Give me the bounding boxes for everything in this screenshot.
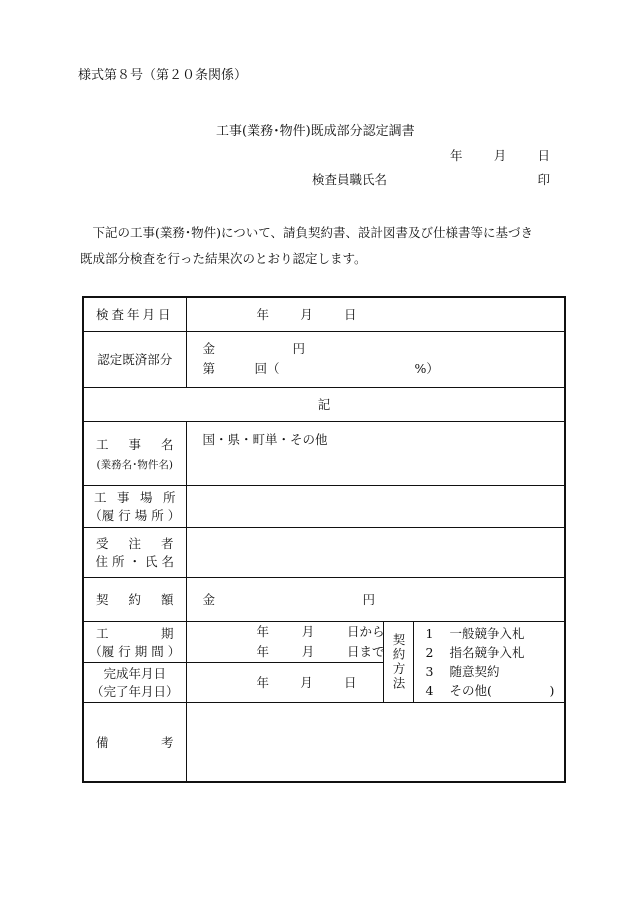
contract-amount-label: 契 約 額 — [83, 577, 186, 621]
construction-place-label: 工 事 場 所 （履 行 場 所 ） — [83, 485, 186, 527]
certification-table — [82, 296, 566, 783]
ki-heading: 記 — [83, 387, 565, 421]
date-month-label: 月 — [493, 148, 507, 163]
row-ki — [83, 387, 565, 421]
inspector-line — [312, 170, 550, 188]
certified-portion-label: 認定既済部分 — [83, 331, 186, 387]
certified-portion-value[interactable]: 金 円 第 回（ %） — [186, 331, 565, 387]
contract-method-options[interactable] — [413, 621, 565, 702]
contract-amount-value[interactable]: 金 円 — [186, 577, 565, 621]
intro-line-1: 下記の工事(業務･物件)について、請負契約書、設計図書及び仕様書等に基づき — [92, 225, 534, 240]
row-contractor — [83, 527, 565, 577]
remarks-value[interactable] — [186, 702, 565, 782]
period-label: 工 期 （履 行 期 間 ） — [83, 621, 186, 662]
method-item[interactable]: 2 指名競争入札 — [425, 644, 525, 660]
method-item[interactable]: 4 その他( ) — [425, 682, 555, 698]
inspection-date-label: 検査年月日 — [83, 297, 186, 331]
completion-label: 完成年月日 （完了年月日） — [83, 662, 186, 702]
method-item[interactable]: 1 一般競争入札 — [425, 625, 525, 641]
date-year-label: 年 — [450, 148, 463, 163]
contractor-value[interactable] — [186, 527, 565, 577]
form-number: 様式第８号（第２０条関係） — [78, 68, 248, 83]
construction-name-value[interactable]: 国・県・町単・その他 — [186, 421, 565, 485]
inspection-date-value[interactable]: 年 月 日 — [186, 297, 565, 331]
row-construction-name — [83, 421, 565, 485]
row-certified-portion — [83, 331, 565, 387]
period-value[interactable]: 年 月 日から 年 月 日まで — [186, 621, 383, 662]
date-day-label: 日 — [537, 148, 550, 163]
contract-method-label: 契約方法 — [383, 621, 413, 702]
construction-place-value[interactable] — [186, 485, 565, 527]
header-date — [450, 146, 550, 164]
document-title: 工事(業務･物件)既成部分認定調書 — [216, 124, 415, 139]
contractor-label: 受 注 者 住 所 ・ 氏 名 — [83, 527, 186, 577]
method-item[interactable]: 3 随意契約 — [425, 663, 500, 679]
intro-line-2: 既成部分検査を行った結果次のとおり認定します。 — [80, 251, 367, 266]
seal-mark: 印 — [537, 172, 550, 187]
row-construction-place — [83, 485, 565, 527]
completion-value[interactable]: 年 月 日 — [186, 662, 383, 702]
row-inspection-date — [83, 297, 565, 331]
row-period — [83, 621, 565, 662]
remarks-label: 備 考 — [83, 702, 186, 782]
inspector-label: 検査員職氏名 — [312, 172, 388, 187]
construction-name-label: 工 事 名 (業務名･物件名) — [83, 421, 186, 485]
intro-paragraph — [80, 220, 570, 272]
row-contract-amount — [83, 577, 565, 621]
row-remarks — [83, 702, 565, 782]
